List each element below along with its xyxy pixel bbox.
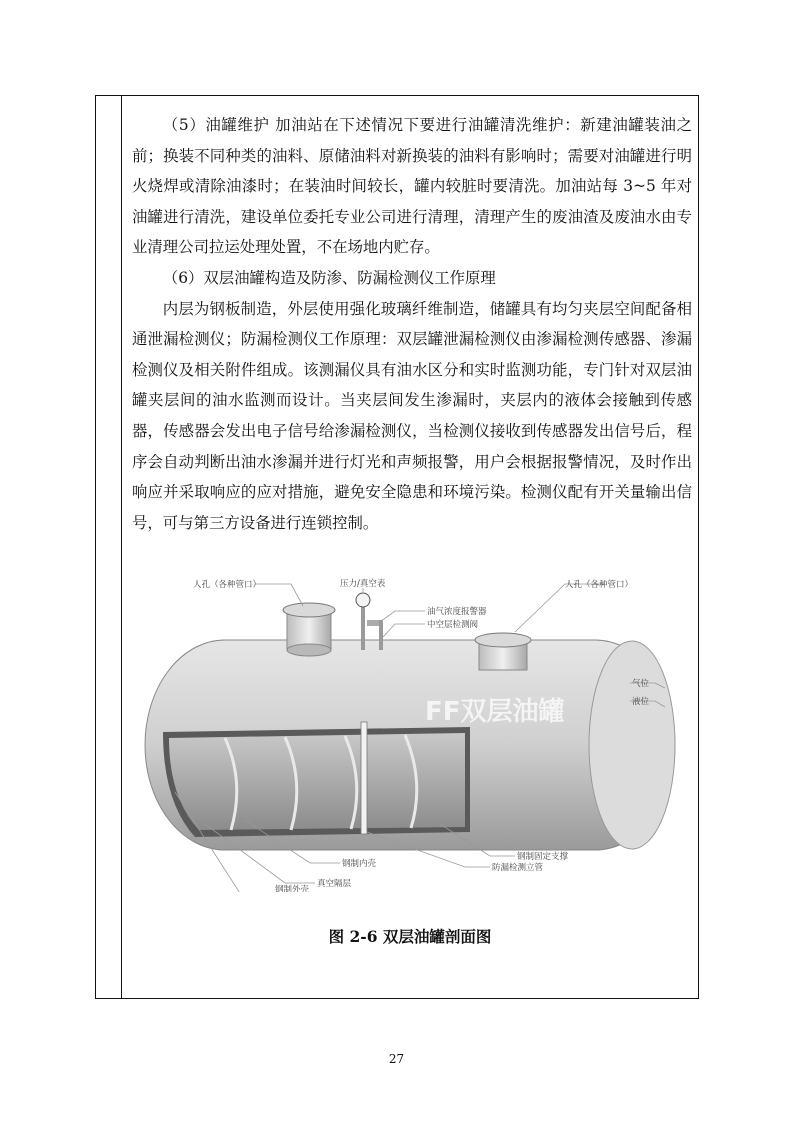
cutaway-section [163,722,470,837]
manhole-right [475,633,531,670]
label-vapor-alarm: 油气浓度报警器 [427,607,487,617]
paragraph-leak-detector: 内层为钢板制造，外层使用强化玻璃纤维制造，储罐具有均匀夹层空间配备相通泄漏检测仪；防漏检测仪工作原理：双层罐泄漏检测仪由渗漏检测传感器、渗漏检测仪及相关附件组成。该测漏仪具有油水区分和实时监测功能，专门针对双层油罐夹层间的油水监测而设计。当夹层间发生渗漏时，夹层内的液体会接触到传感器，传感器会发出电子信号给渗漏检测仪，当检测仪接收到传感器发出信号后，程序会自动判断出油水渗漏并进行灯光和声频报警，用户会根据报警情况，及时作出响应并采取响应的应对措施，避免安全隐患和环境污染。检测仪配有开关量输出信号，可与第三方设备进行连锁控制。 [132,299,692,532]
tank-figure [135,562,695,892]
label-leak-pipe: 防漏检测立管 [492,863,544,873]
label-steel-inner: 钢制内壳 [342,859,377,869]
label-pressure: 压力/真空表 [340,579,386,589]
label-manhole-left: 人孔（各种管口） [193,580,262,590]
label-manhole-right: 人孔（各种管口） [565,580,634,590]
label-steel-support: 钢制固定支撑 [517,852,569,862]
label-steel-outer: 钢制外壳 [275,885,310,892]
watermark-text: FF双层油罐 [425,697,565,727]
label-interlayer-valve: 中空层检测阀 [427,620,479,630]
figure-caption: 图 2-6 双层油罐剖面图 [328,927,492,946]
manhole-left [283,603,335,656]
paragraph-maintenance: （5）油罐维护 加油站在下述情况下要进行油罐清洗维护：新建油罐装油之前；换装不同种类的油料、原储油料对新换装的油料有影响时；需要对油罐进行明火烧焊或清除油漆时；在装油时间较长，罐内较脏时要清洗。加油站每 3~5 年对油罐进行清洗，建设单位委托专业公司进行清理，清理产生的废油渣及废油水由专业清理公司拉运处理处置，不在场地内贮存。 [132,116,692,257]
table-column-divider [121,95,122,999]
label-gas-level: 气位 [632,679,650,689]
body-text [132,110,692,538]
label-liquid-level: 液位 [632,697,650,707]
paragraph-heading-double-tank: （6）双层油罐构造及防渗、防漏检测仪工作原理 [162,268,496,287]
label-vacuum-layer: 真空隔层 [317,879,352,889]
tank-illustration [135,562,695,892]
page-number: 27 [388,1052,405,1066]
